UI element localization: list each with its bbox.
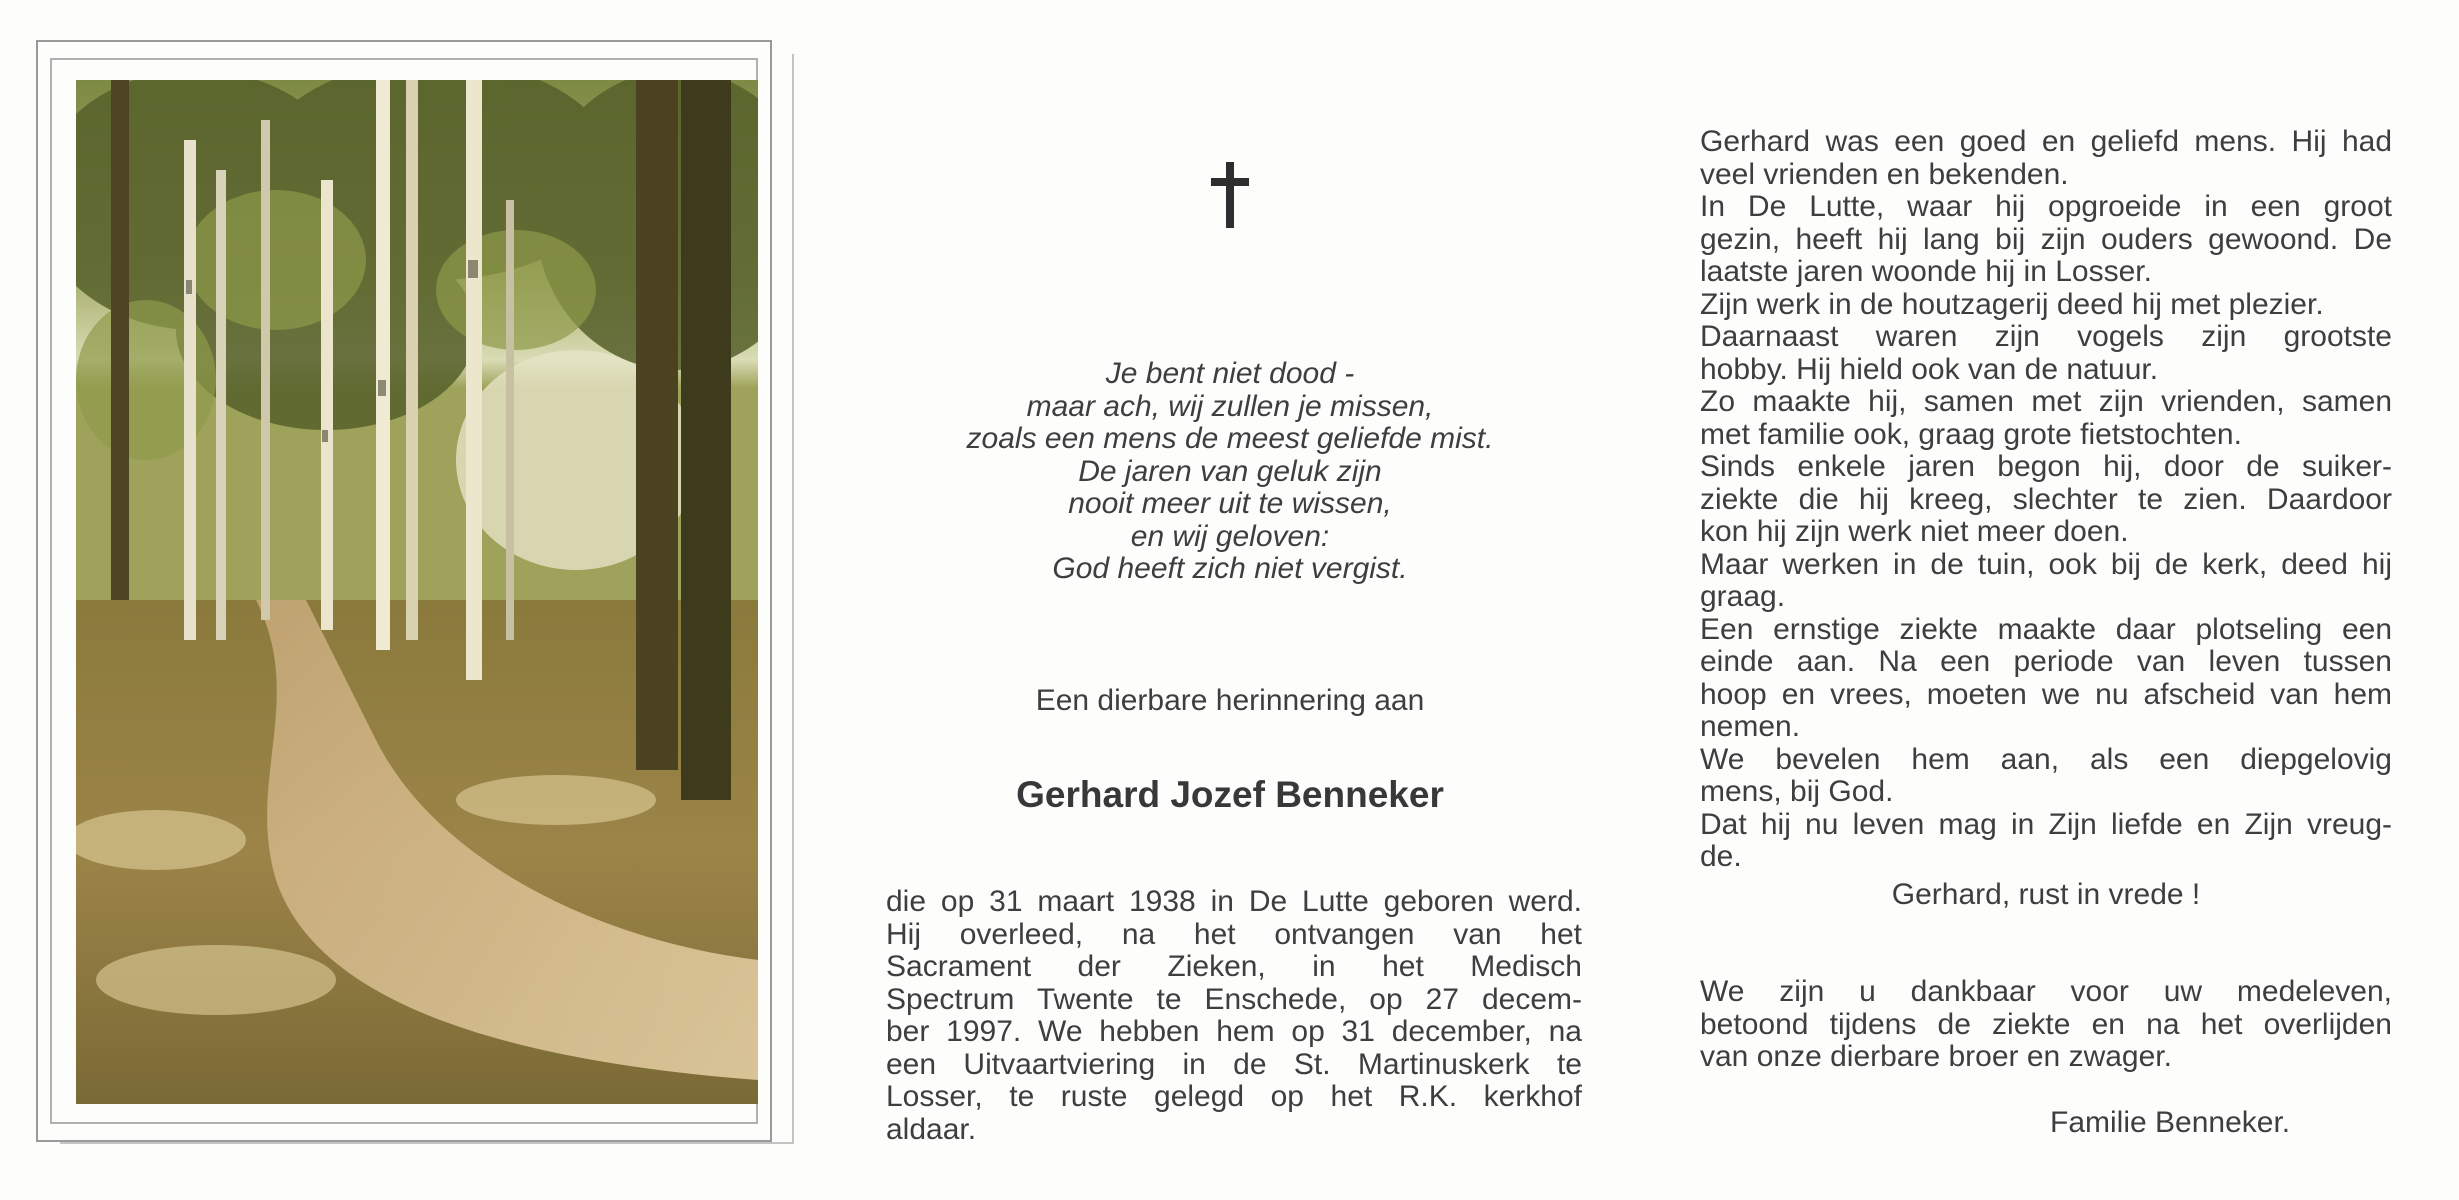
bio-line: ber 1997. We hebben hem op 31 december, na [886, 1015, 1582, 1048]
bio-line: die op 31 maart 1938 in De Lutte geboren werd. [886, 885, 1582, 918]
story-line: ziekte die hij kreeg, slechter te zien. Daardoor [1700, 482, 2392, 516]
bio-line: een Uitvaartviering in de St. Martinuskerk te [886, 1047, 1582, 1081]
thanks-line: We zijn u dankbaar voor uw medeleven, [1700, 975, 2392, 1008]
bio-line: Losser, te ruste gelegd op het R.K. kerkhof [886, 1080, 1582, 1113]
story-line: Zijn werk in de houtzagerij deed hij met plezier. [1700, 287, 2324, 321]
poem-line: maar ach, wij zullen je missen, [1026, 389, 1434, 423]
forest-path-photo [76, 80, 758, 1104]
bio-line: Hij overleed, na het ontvangen van het [886, 917, 1582, 951]
poem-line: God heeft zich niet vergist. [1052, 552, 1408, 585]
poem-line: nooit meer uit te wissen, [1068, 487, 1392, 520]
story-line: de. [1700, 840, 1742, 873]
story-line: hoop en vrees, moeten we nu afscheid van hem [1700, 677, 2392, 711]
latin-cross-icon [1205, 160, 1255, 230]
story-line: gezin, heeft hij lang bij zijn ouders gewoond. De [1700, 222, 2392, 256]
story-line: veel vrienden en bekenden. [1700, 157, 2069, 191]
story-line: Dat hij nu leven mag in Zijn liefde en Zijn vreug- [1700, 807, 2392, 841]
memory-intro: Een dierbare herinnering aan [1035, 684, 1425, 717]
poem-line: Je bent niet dood - [1105, 357, 1355, 390]
poem-line: en wij geloven: [1130, 519, 1330, 553]
family-signature: Familie Benneker. [2050, 1106, 2291, 1139]
biography-text [886, 886, 1582, 1146]
thanks-line: betoond tijdens de ziekte en na het overlijden [1700, 1007, 2392, 1041]
story-line: We bevelen hem aan, als een diepgelovig [1700, 742, 2392, 776]
bio-line: Spectrum Twente te Enschede, op 27 decem- [886, 982, 1582, 1016]
story-line: Daarnaast waren zijn vogels zijn grootste [1700, 320, 2392, 353]
story-line: hobby. Hij hield ook van de natuur. [1700, 352, 2159, 386]
thanks-text [1700, 976, 2392, 1074]
poem-line: zoals een mens de meest geliefde mist. [966, 422, 1494, 455]
deceased-name: Gerhard Jozef Benneker [1016, 774, 1444, 815]
bio-line: aldaar. [886, 1112, 977, 1146]
poem-line: De jaren van geluk zijn [1078, 454, 1382, 488]
bio-line: Sacrament der Zieken, in het Medisch [886, 950, 1582, 983]
story-line: Maar werken in de tuin, ook bij de kerk, deed hij [1700, 547, 2392, 581]
story-line: einde aan. Na een periode van leven tussen [1700, 645, 2392, 678]
story-line: Zo maakte hij, samen met zijn vrienden, samen [1700, 385, 2392, 418]
thanks-line: van onze dierbare broer en zwager. [1700, 1040, 2172, 1073]
story-line: graag. [1700, 580, 1786, 613]
story-line: mens, bij God. [1700, 775, 1894, 808]
story-line: In De Lutte, waar hij opgroeide in een groot [1700, 190, 2392, 223]
memorial-poem [880, 358, 1580, 586]
story-line: Sinds enkele jaren begon hij, door de suiker- [1700, 450, 2392, 483]
story-line: laatste jaren woonde hij in Losser. [1700, 255, 2152, 288]
story-line: kon hij zijn werk niet meer doen. [1700, 515, 2129, 548]
farewell-line: Gerhard, rust in vrede ! [1891, 878, 2201, 911]
story-line: met familie ook, graag grote fietstochten. [1700, 417, 2242, 451]
story-line: Gerhard was een goed en geliefd mens. Hij had [1700, 125, 2392, 158]
story-line: Een ernstige ziekte maakte daar plotseling een [1700, 612, 2392, 646]
story-line: nemen. [1700, 710, 1801, 743]
life-story-text [1700, 126, 2392, 874]
